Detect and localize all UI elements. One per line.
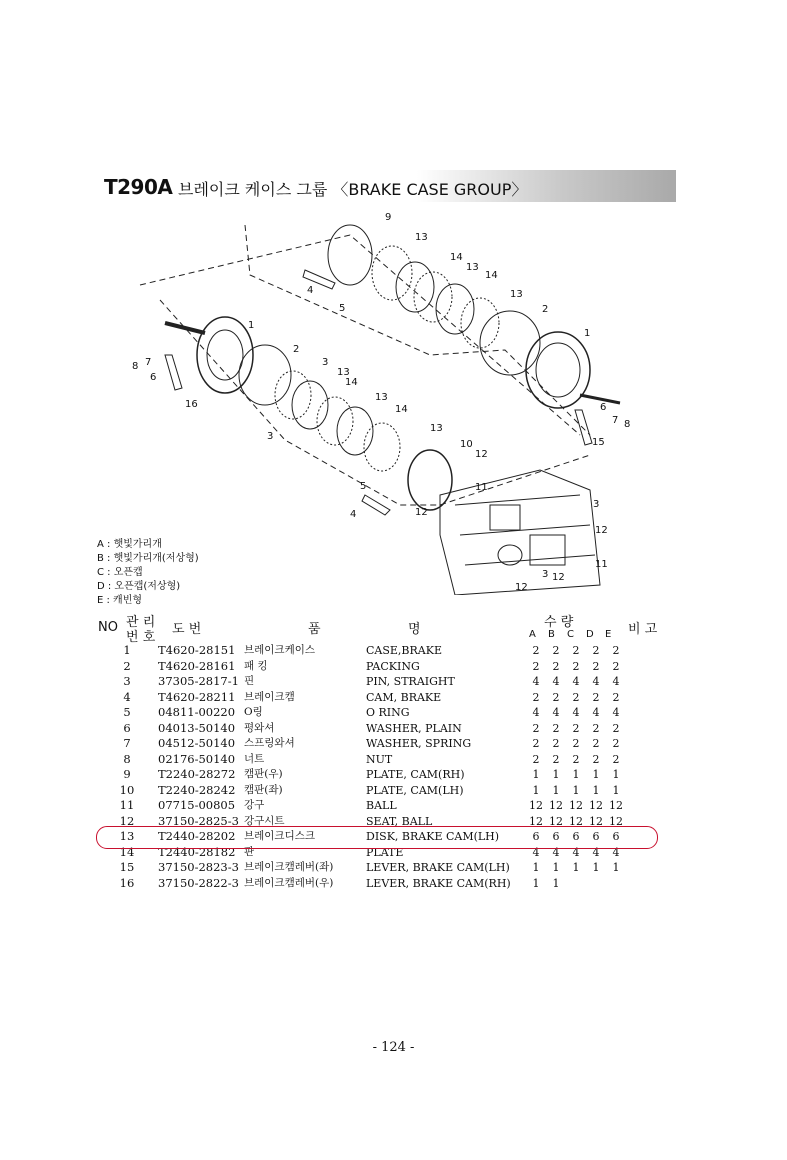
header-no: NO: [98, 620, 118, 635]
row-qty-d: 1: [592, 861, 600, 874]
svg-text:13: 13: [430, 423, 443, 434]
row-name-kr: 판: [244, 845, 255, 858]
row-name-kr: 평와셔: [244, 721, 275, 734]
row-name-kr: 스프링와셔: [244, 737, 295, 749]
legend: [97, 538, 199, 608]
parts-table: [96, 643, 626, 891]
table-row: [96, 798, 626, 814]
row-qty-d: 4: [592, 845, 600, 859]
cam-plate-9: [328, 225, 372, 285]
legend-item-b: B : 햇빛가리개(저상형): [97, 553, 199, 564]
row-qty-d: 6: [592, 830, 600, 843]
row-qty-b: 1: [552, 768, 560, 781]
row-qty-d: 12: [589, 799, 603, 812]
row-qty-a: 1: [532, 768, 540, 781]
svg-text:2: 2: [542, 304, 549, 315]
svg-text:4: 4: [307, 285, 314, 296]
row-name-en: PLATE, CAM(RH): [366, 768, 465, 781]
svg-text:13: 13: [510, 289, 523, 300]
row-qty-e: 2: [612, 690, 620, 704]
row-part-number: 04512-50140: [158, 736, 236, 750]
svg-text:1: 1: [248, 320, 255, 331]
svg-text:13: 13: [415, 232, 428, 243]
row-part-number: T2440-28202: [158, 829, 236, 843]
row-qty-a: 2: [532, 737, 540, 750]
header-qty-a: A: [529, 629, 536, 640]
section-title: 브레이크 케이스 그룹 〈BRAKE CASE GROUP〉: [178, 180, 528, 199]
row-qty-a: 12: [529, 799, 543, 812]
row-qty-d: 2: [592, 690, 600, 704]
row-qty-a: 2: [532, 721, 540, 735]
row-qty-c: 1: [572, 768, 580, 781]
row-no: 5: [123, 705, 131, 719]
legend-item-a: A : 햇빛가리개: [97, 539, 162, 550]
row-name-en: PACKING: [366, 659, 420, 673]
row-qty-c: 1: [572, 861, 580, 874]
row-part-number: 37150-2823-3: [158, 860, 239, 874]
svg-text:3: 3: [267, 431, 274, 442]
legend-item-e: E : 캐빈형: [97, 595, 143, 606]
row-part-number: T2440-28182: [158, 844, 236, 859]
header-qty-e: E: [605, 629, 612, 640]
row-name-en: WASHER, PLAIN: [366, 721, 462, 735]
row-qty-c: 2: [572, 659, 580, 673]
row-qty-b: 4: [552, 706, 560, 719]
header-name-en: 명: [408, 622, 421, 637]
row-qty-a: 6: [532, 830, 540, 843]
row-name-kr: 패 킹: [244, 659, 268, 672]
row-qty-c: 4: [572, 845, 580, 859]
row-name-kr: 브레이크케이스: [244, 644, 316, 656]
row-qty-b: 1: [552, 861, 560, 874]
row-qty-a: 1: [532, 861, 540, 874]
header-qty-c: C: [567, 629, 574, 640]
row-part-number: 02176-50140: [158, 751, 236, 766]
row-qty-a: 4: [532, 845, 540, 859]
row-no: 16: [119, 875, 135, 890]
legend-item-c: C : 오픈캡: [97, 567, 143, 578]
row-qty-c: 6: [572, 830, 580, 843]
row-name-kr: 브레이크캠레버(우): [244, 876, 334, 889]
row-qty-d: 1: [592, 768, 600, 781]
row-name-en: BALL: [366, 799, 397, 812]
table-row: [96, 674, 626, 690]
row-no: 3: [123, 674, 131, 688]
row-name-en: DISK, BRAKE CAM(LH): [366, 830, 500, 843]
svg-text:7: 7: [145, 357, 152, 368]
svg-text:2: 2: [293, 344, 300, 355]
row-qty-b: 2: [552, 659, 560, 673]
svg-text:12: 12: [475, 449, 488, 460]
row-qty-e: [606, 876, 626, 892]
exploded-parts-diagram: [110, 205, 630, 595]
svg-text:15: 15: [592, 437, 605, 448]
row-name-en: PLATE: [366, 845, 404, 859]
page-number: - 124 -: [372, 1040, 415, 1055]
svg-text:11: 11: [595, 559, 608, 570]
svg-text:14: 14: [450, 252, 463, 263]
row-name-kr: O링: [244, 706, 263, 718]
row-qty-d: [586, 876, 606, 892]
svg-text:3: 3: [593, 499, 600, 510]
row-no: 2: [123, 658, 131, 673]
header-qty-b: B: [548, 629, 555, 640]
row-qty-b: 1: [552, 876, 560, 890]
row-no: 15: [119, 860, 135, 874]
table-row: [96, 752, 626, 768]
row-name-kr: 강구시트: [244, 814, 285, 827]
row-name-en: LEVER, BRAKE CAM(LH): [366, 861, 510, 874]
svg-text:6: 6: [600, 402, 607, 413]
row-part-number: T4620-28161: [158, 658, 236, 673]
table-row: [96, 643, 626, 659]
row-name-kr: 캠판(우): [244, 768, 283, 780]
row-qty-e: 2: [612, 752, 620, 766]
row-qty-b: 12: [549, 814, 563, 828]
row-name-en: WASHER, SPRING: [366, 737, 472, 750]
row-name-en: NUT: [366, 752, 393, 766]
row-no: 13: [119, 829, 135, 843]
svg-text:3: 3: [542, 569, 549, 580]
row-qty-e: 12: [609, 814, 623, 828]
row-qty-e: 1: [612, 783, 620, 797]
svg-text:3: 3: [322, 357, 329, 368]
table-row: [96, 705, 626, 721]
table-row: [96, 876, 626, 892]
svg-text:13: 13: [466, 262, 479, 273]
row-no: 10: [119, 782, 135, 797]
row-no: 1: [123, 643, 131, 657]
row-name-en: PLATE, CAM(LH): [366, 783, 464, 797]
svg-text:14: 14: [395, 404, 408, 415]
row-qty-c: 4: [572, 706, 580, 719]
row-name-kr: 브레이크디스크: [244, 830, 316, 842]
row-part-number: T2240-28272: [158, 767, 236, 781]
row-no: 12: [119, 813, 135, 828]
svg-text:6: 6: [150, 372, 157, 383]
row-qty-d: 4: [592, 675, 600, 688]
row-qty-c: 4: [572, 675, 580, 688]
row-qty-e: 4: [612, 706, 620, 719]
table-row: [96, 783, 626, 799]
header-drawing-no: 도 번: [172, 622, 202, 637]
row-qty-c: 2: [572, 721, 580, 735]
row-no: 8: [123, 751, 131, 766]
row-qty-d: 2: [592, 752, 600, 766]
svg-text:13: 13: [337, 367, 350, 378]
row-qty-b: 2: [552, 721, 560, 735]
row-part-number: 04013-50140: [158, 720, 236, 735]
svg-text:9: 9: [385, 212, 392, 223]
row-qty-a: 1: [532, 783, 540, 797]
row-no: 7: [123, 736, 131, 750]
table-row: [96, 659, 626, 675]
row-no: 4: [123, 689, 131, 704]
row-qty-b: 4: [552, 675, 560, 688]
row-qty-a: 2: [532, 659, 540, 673]
row-qty-c: 12: [569, 814, 583, 828]
row-qty-a: 2: [532, 752, 540, 766]
row-qty-e: 6: [612, 830, 620, 843]
svg-text:10: 10: [460, 439, 473, 450]
row-qty-e: 12: [609, 799, 623, 812]
header-qty-d: D: [586, 629, 594, 640]
row-part-number: 37150-2825-3: [158, 813, 239, 828]
row-qty-a: 1: [532, 876, 540, 890]
row-qty-c: 2: [572, 644, 580, 657]
row-qty-b: 6: [552, 830, 560, 843]
row-qty-b: 12: [549, 799, 563, 812]
row-name-en: LEVER, BRAKE CAM(RH): [366, 876, 511, 890]
legend-item-d: D : 오픈캡(저상형): [97, 581, 181, 592]
row-qty-c: 12: [569, 799, 583, 812]
row-name-en: O RING: [366, 706, 410, 719]
row-part-number: 07715-00805: [158, 798, 236, 812]
row-part-number: 37305-2817-1: [158, 674, 239, 688]
row-name-kr: 브레이크캠: [244, 690, 295, 703]
svg-text:16: 16: [185, 399, 198, 410]
header-qty: 수 량: [544, 615, 574, 630]
header-name-kr: 품: [308, 622, 321, 637]
row-name-kr: 강구: [244, 799, 265, 811]
row-qty-a: 2: [532, 644, 540, 657]
svg-text:1: 1: [584, 328, 591, 339]
row-no: 9: [123, 767, 131, 781]
svg-text:12: 12: [595, 525, 608, 536]
svg-text:14: 14: [485, 270, 498, 281]
row-qty-d: 1: [592, 783, 600, 797]
row-qty-b: 2: [552, 752, 560, 766]
row-qty-b: 2: [552, 644, 560, 657]
row-qty-d: 12: [589, 814, 603, 828]
svg-text:4: 4: [350, 509, 357, 520]
row-qty-e: 1: [612, 768, 620, 781]
section-code: T290A: [104, 175, 173, 199]
svg-text:12: 12: [415, 507, 428, 518]
row-qty-d: 2: [592, 737, 600, 750]
row-name-en: CAM, BRAKE: [366, 690, 442, 704]
row-qty-d: 2: [592, 644, 600, 657]
row-qty-a: 4: [532, 675, 540, 688]
row-qty-e: 2: [612, 644, 620, 657]
header-mgmt-bottom: 번 호: [126, 630, 156, 645]
row-qty-e: 4: [612, 845, 620, 859]
row-part-number: T2240-28242: [158, 782, 236, 797]
row-qty-d: 2: [592, 721, 600, 735]
row-qty-a: 12: [529, 814, 543, 828]
svg-text:12: 12: [515, 582, 528, 593]
table-row: [96, 736, 626, 752]
row-name-kr: 너트: [244, 752, 265, 765]
row-name-en: PIN, STRAIGHT: [366, 675, 455, 688]
svg-text:5: 5: [339, 303, 346, 314]
table-row: [96, 721, 626, 737]
row-qty-a: 4: [532, 706, 540, 719]
row-name-en: CASE,BRAKE: [366, 644, 442, 657]
row-qty-e: 2: [612, 721, 620, 735]
row-qty-b: 2: [552, 737, 560, 750]
row-qty-a: 2: [532, 690, 540, 704]
row-qty-e: 4: [612, 675, 620, 688]
row-qty-c: 2: [572, 690, 580, 704]
table-row: [96, 860, 626, 876]
svg-text:11: 11: [475, 482, 488, 493]
row-qty-b: 2: [552, 690, 560, 704]
row-qty-c: 2: [572, 737, 580, 750]
row-qty-d: 4: [592, 706, 600, 719]
row-qty-c: [566, 876, 586, 892]
svg-text:8: 8: [624, 419, 630, 430]
table-row: [96, 767, 626, 783]
row-no: 11: [119, 798, 135, 812]
row-part-number: 37150-2822-3: [158, 875, 239, 890]
row-name-kr: 캠판(좌): [244, 783, 283, 796]
svg-text:5: 5: [360, 481, 367, 492]
row-qty-b: 4: [552, 845, 560, 859]
row-qty-c: 1: [572, 783, 580, 797]
svg-text:7: 7: [612, 415, 619, 426]
row-name-kr: 핀: [244, 675, 255, 687]
row-qty-e: 2: [612, 659, 620, 673]
row-qty-d: 2: [592, 659, 600, 673]
row-qty-c: 2: [572, 752, 580, 766]
row-part-number: T4620-28211: [158, 689, 236, 704]
row-name-kr: 브레이크캠레버(좌): [244, 861, 334, 873]
row-qty-b: 1: [552, 783, 560, 797]
header-remarks: 비 고: [628, 622, 658, 637]
callout-labels: [132, 212, 630, 593]
svg-text:12: 12: [552, 572, 565, 583]
svg-text:13: 13: [375, 392, 388, 403]
row-part-number: T4620-28151: [158, 643, 236, 657]
svg-text:14: 14: [345, 377, 358, 388]
row-no: 6: [123, 720, 131, 735]
row-qty-e: 1: [612, 861, 620, 874]
row-qty-e: 2: [612, 737, 620, 750]
header-mgmt-top: 관 리: [126, 615, 156, 630]
row-highlight-circle: [96, 826, 658, 849]
table-row: [96, 690, 626, 706]
row-name-en: SEAT, BALL: [366, 814, 433, 828]
row-no: 14: [119, 844, 135, 859]
svg-text:8: 8: [132, 361, 139, 372]
row-part-number: 04811-00220: [158, 705, 236, 719]
